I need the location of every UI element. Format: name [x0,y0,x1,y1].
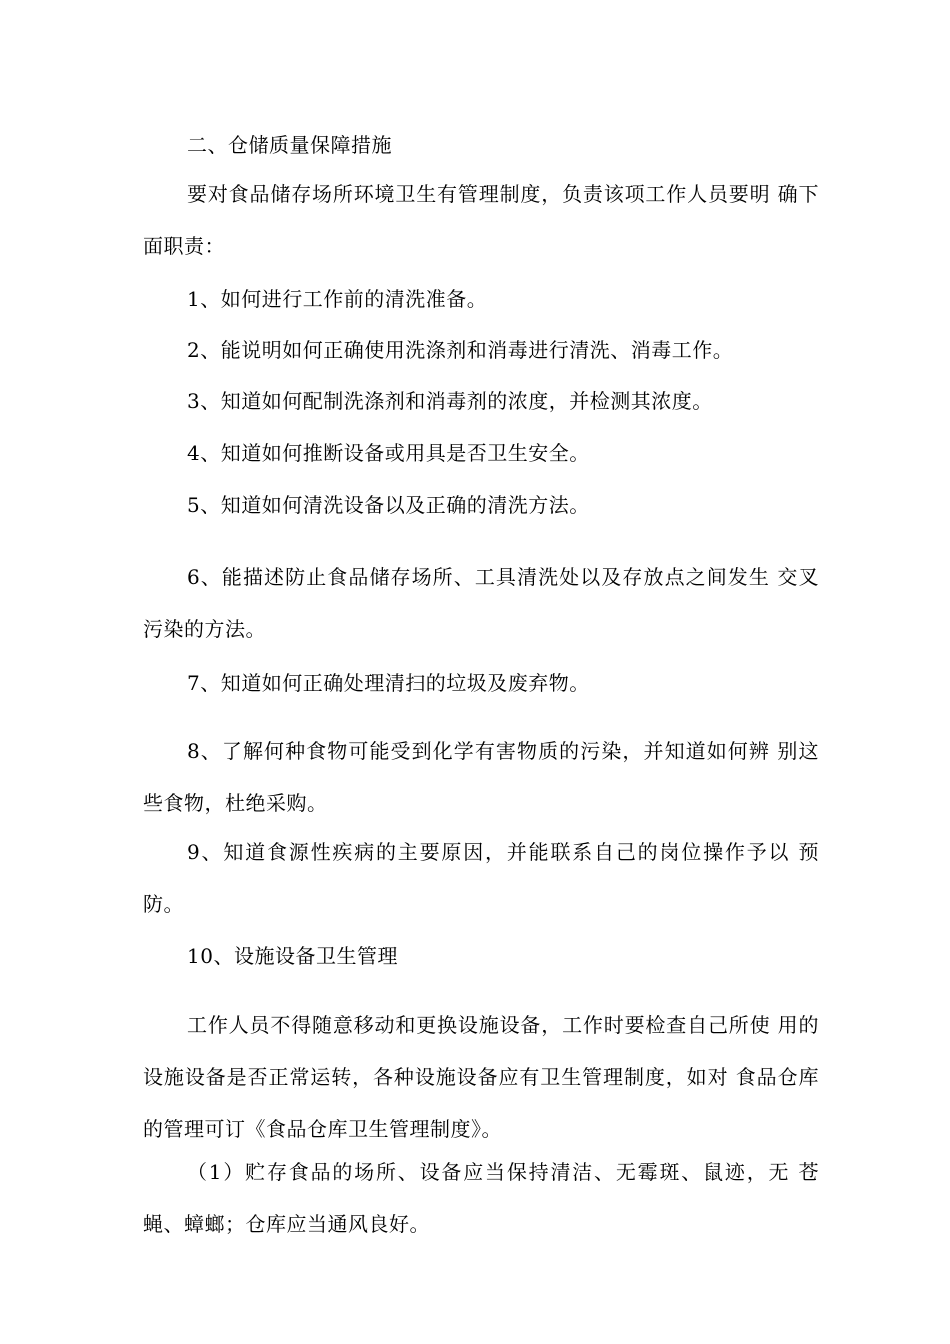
list-item-4: 4、知道如何推断设备或用具是否卫生安全。 [187,441,590,465]
list-item-2: 2、能说明如何正确使用洗涤剂和消毒进行清洗、消毒工作。 [187,338,734,362]
paragraph-intro: 要对食品储存场所环境卫生有管理制度，负责该项工作人员要明 确下面职责： [143,182,819,258]
list-item-9: 9、知道食源性疾病的主要原因，并能联系自己的岗位操作予以 预防。 [143,840,819,916]
list-item-5: 5、知道如何清洗设备以及正确的清洗方法。 [187,493,590,517]
subsection-heading: 10、设施设备卫生管理 [187,944,398,968]
paragraph-storage-rule-1: （1）贮存食品的场所、设备应当保持清洁、无霉斑、鼠迹，无 苍蝇、蟑螂；仓库应当通风良好。 [143,1160,819,1236]
list-item-6: 6、能描述防止食品储存场所、工具清洗处以及存放点之间发生 交叉污染的方法。 [143,565,819,641]
list-item-7: 7、知道如何正确处理清扫的垃圾及废弃物。 [187,671,590,695]
list-item-3: 3、知道如何配制洗涤剂和消毒剂的浓度，并检测其浓度。 [187,389,713,413]
list-item-1: 1、如何进行工作前的清洗准备。 [187,287,488,311]
paragraph-facilities: 工作人员不得随意移动和更换设施设备，工作时要检查自己所使 用的设施设备是否正常运转，各种设施设备应有卫生管理制度，如对 食品仓库的管理可订《食品仓库卫生管理制度》。 [143,1013,819,1141]
list-item-8: 8、了解何种食物可能受到化学有害物质的污染，并知道如何辨 别这些食物，杜绝采购。 [143,739,819,815]
section-heading: 二、仓储质量保障措施 [187,133,392,157]
